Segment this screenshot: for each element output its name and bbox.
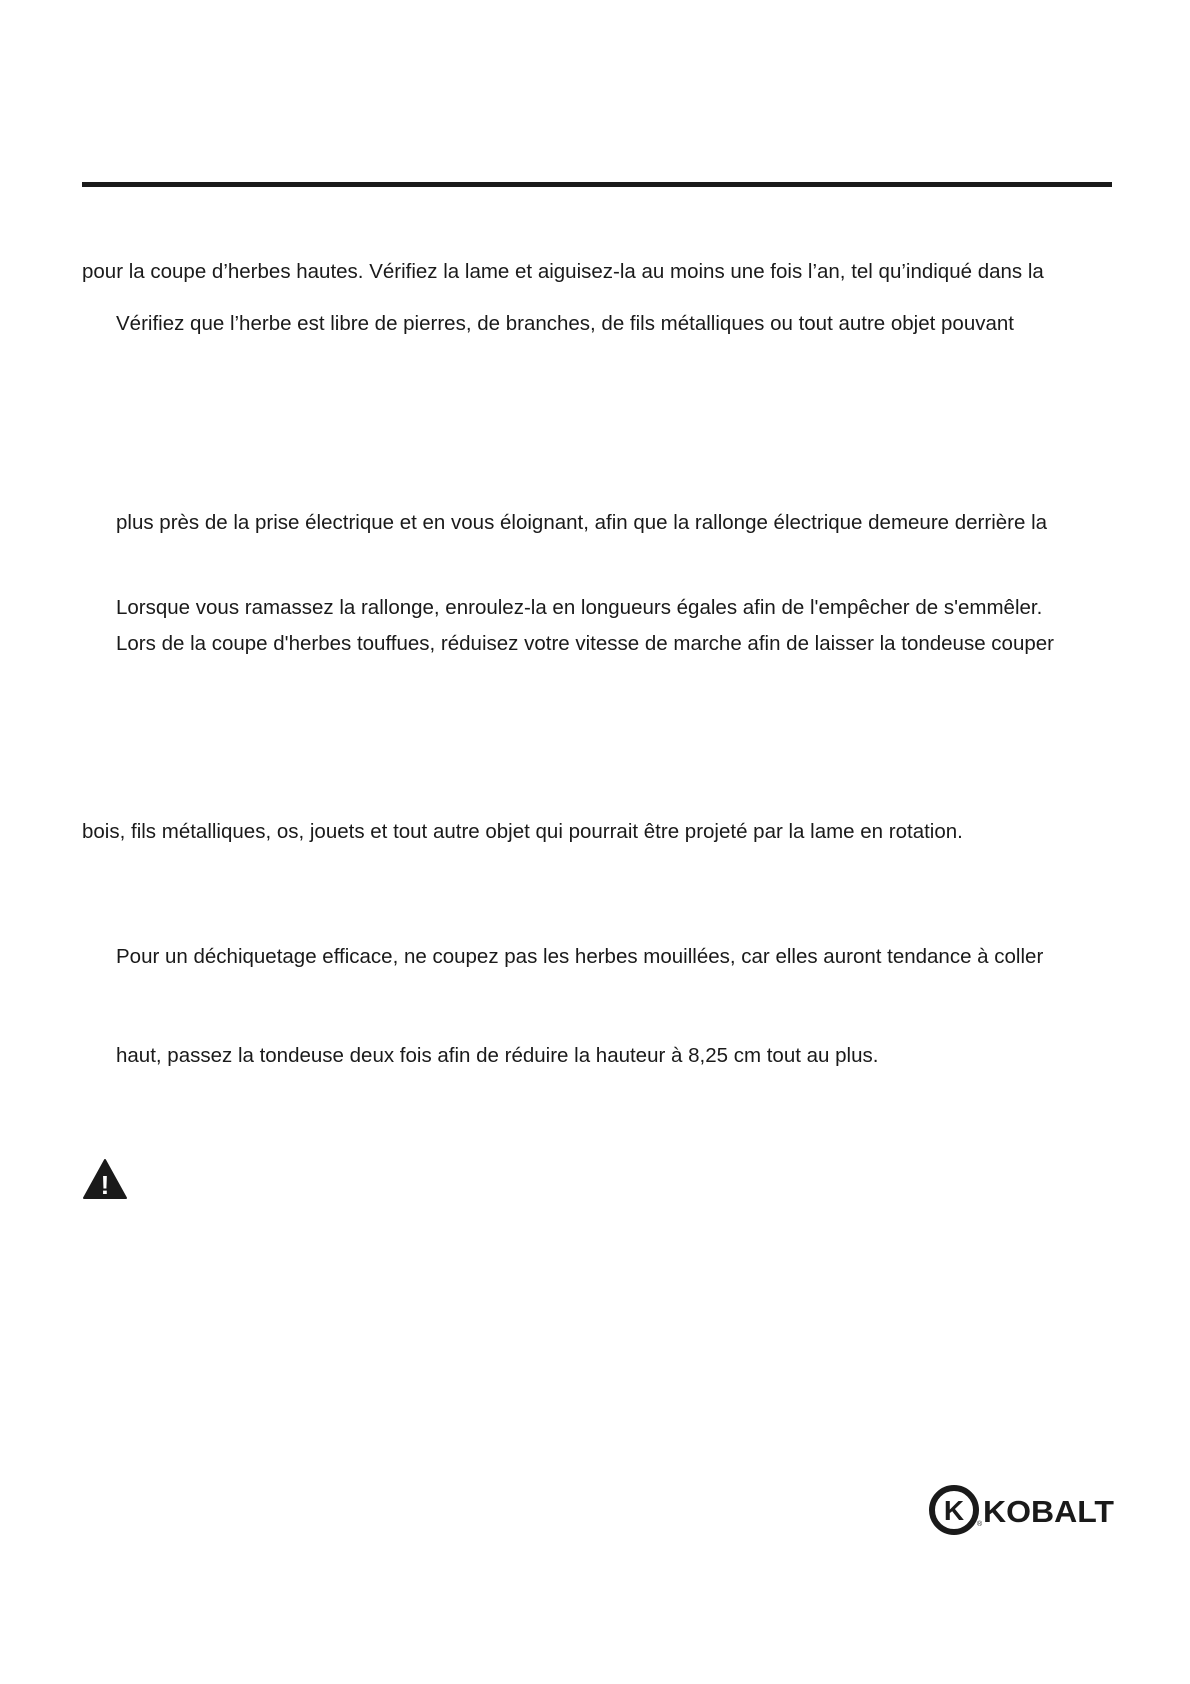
text-line-8: haut, passez la tondeuse deux fois afin de réduire la hauteur à 8,25 cm tout au plus. <box>116 1044 879 1067</box>
header-rule <box>82 182 1112 187</box>
text-line-3: plus près de la prise électrique et en vous éloignant, afin que la rallonge électrique demeure derrière la <box>116 511 1048 534</box>
logo-emblem-letter: K <box>943 1495 965 1526</box>
warning-glyph: ! <box>100 1170 110 1200</box>
text-line-5: Lors de la coupe d'herbes touffues, réduisez votre vitesse de marche afin de laisser la tondeuse couper <box>116 632 1054 655</box>
logo-wordmark: KOBALT <box>983 1494 1115 1529</box>
text-line-4: Lorsque vous ramassez la rallonge, enroulez-la en longueurs égales afin de l'empêcher de s'emmêler. <box>116 596 1043 619</box>
warning-triangle-icon <box>82 1158 128 1200</box>
text-line-7: Pour un déchiquetage efficace, ne coupez pas les herbes mouillées, car elles auront tendance à coller <box>116 945 1044 968</box>
kobalt-logo <box>928 1482 1118 1538</box>
text-line-6: bois, fils métalliques, os, jouets et tout autre objet qui pourrait être projeté par la lame en rotation. <box>82 820 963 843</box>
text-line-1: pour la coupe d’herbes hautes. Vérifiez la lame et aiguisez-la au moins une fois l’an, tel qu’indiqué dans la <box>82 260 1044 283</box>
logo-registered-mark: ® <box>977 1521 983 1528</box>
text-line-2: Vérifiez que l’herbe est libre de pierres, de branches, de fils métalliques ou tout autre objet pouvant <box>116 312 1014 335</box>
